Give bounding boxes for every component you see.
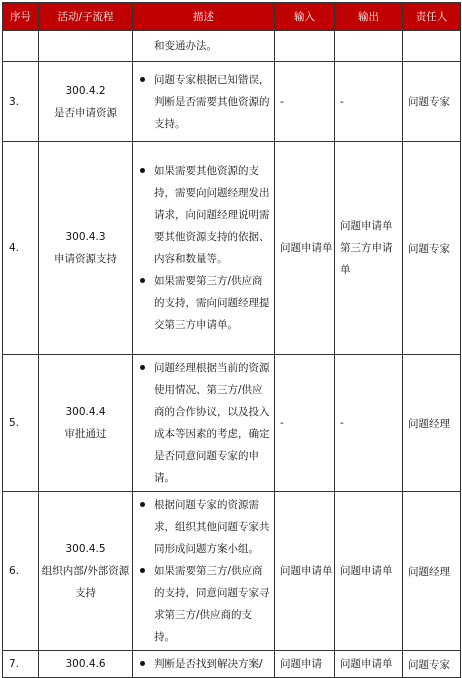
output-cell: 问题申请单 [335, 492, 403, 651]
activity-cell [39, 492, 133, 651]
activity-name: 组织内部/外部资源支持 [41, 565, 130, 599]
output-cell: 问题申请单 第三方申请单 [335, 142, 403, 355]
header-seq: 序号 [3, 3, 39, 31]
table-row [3, 142, 461, 355]
owner-cell: 问题专家 [403, 651, 461, 678]
input-cell: 问题申请单 [275, 142, 335, 355]
activity-name: 审批通过 [64, 428, 107, 440]
table-row [3, 355, 461, 492]
table-row [3, 651, 461, 678]
continuation-text: 和变通办法。 [154, 40, 217, 52]
description-bullet: 如果需要其他资源的支持，需要向问题经理发出请求，向问题经理说明需要其他资源支持的依据、内容和数量等。 [139, 160, 270, 270]
header-owner: 责任人 [403, 3, 461, 31]
activity-code: 300.4.2 [65, 84, 106, 97]
description-cell [133, 62, 275, 142]
description-cell [133, 492, 275, 651]
activity-code: 300.4.5 [65, 543, 106, 555]
activity-name: 是否申请资源 [54, 106, 117, 119]
row-number: 7. [3, 651, 39, 678]
activity-code: 300.4.6 [65, 658, 106, 670]
row-number: 4. [3, 142, 39, 355]
header-row [3, 3, 461, 31]
activity-code: 300.4.3 [65, 231, 106, 243]
row-number: 3. [3, 62, 39, 142]
activity-cell [39, 651, 133, 678]
header-activity: 活动/子流程 [39, 3, 133, 31]
description-cell [133, 355, 275, 492]
row-number: 5. [3, 355, 39, 492]
owner-cell: 问题经理 [403, 492, 461, 651]
input-cell: - [275, 62, 335, 142]
input-cell: - [275, 355, 335, 492]
input-cell: 问题申请单 [275, 492, 335, 651]
owner-cell: 问题专家 [403, 142, 461, 355]
description-bullet: 如果需要第三方/供应商的支持，同意问题专家寻求第三方/供应商的支持。 [139, 560, 270, 648]
header-output: 输出 [335, 3, 403, 31]
row-number: 6. [3, 492, 39, 651]
description-bullet: 问题经理根据当前的资源使用情况、第三方/供应商的合作协议，以及投入成本等因素的考虑，确定是否同意问题专家的申请。 [139, 357, 270, 489]
output-cell: - [335, 62, 403, 142]
process-table [2, 2, 461, 678]
owner-cell: 问题专家 [403, 62, 461, 142]
description-cell [133, 651, 275, 678]
description-bullet: 根据问题专家的资源需求，组织其他问题专家共同形成问题方案小组。 [139, 494, 270, 560]
activity-cell [39, 62, 133, 142]
description-bullet: 如果需要第三方/供应商的支持，需向问题经理提交第三方申请单。 [139, 270, 270, 336]
header-description: 描述 [133, 3, 275, 31]
owner-cell: 问题经理 [403, 355, 461, 492]
description-bullet: 问题专家根据已知错误，判断是否需要其他资源的支持。 [139, 69, 270, 135]
table-row [3, 62, 461, 142]
output-cell: - [335, 355, 403, 492]
activity-code: 300.4.4 [65, 406, 106, 418]
input-cell: 问题申请 [275, 651, 335, 678]
activity-cell [39, 142, 133, 355]
output-cell: 问题申请单 [335, 651, 403, 678]
description-bullet: 判断是否找到解决方案/ [139, 653, 270, 675]
description-cell [133, 142, 275, 355]
header-input: 输入 [275, 3, 335, 31]
activity-cell [39, 355, 133, 492]
continuation-row [3, 31, 461, 62]
table-row [3, 492, 461, 651]
activity-name: 申请资源支持 [54, 253, 117, 265]
